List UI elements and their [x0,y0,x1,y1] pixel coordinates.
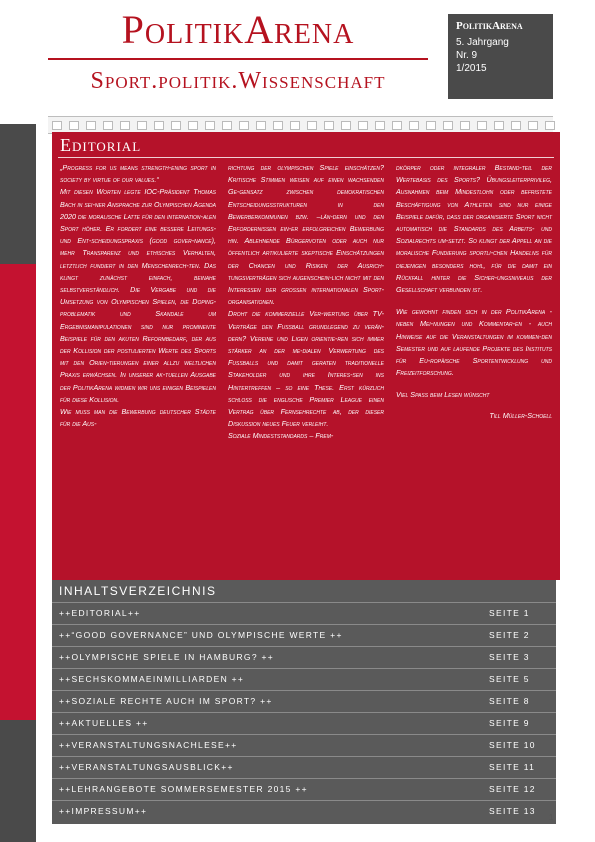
film-hole [69,121,79,130]
masthead-subtitle: Sport.politik.Wissenschaft [90,68,386,94]
toc-item-label: ++SECHSKOMMAEINMILLIARDEN ++ [59,674,245,684]
film-hole [154,121,164,130]
toc-item-page: SEITE 10 [489,740,536,750]
masthead-title: PolitikArena [121,7,355,52]
toc-item[interactable] [52,624,556,644]
film-hole [256,121,266,130]
film-hole [171,121,181,130]
film-hole [426,121,436,130]
film-hole [375,121,385,130]
film-hole [307,121,317,130]
film-hole [290,121,300,130]
film-hole [477,121,487,130]
editorial-closing: Viel Spass beim Lesen wünscht [396,390,490,400]
toc-item[interactable] [52,756,556,776]
film-hole [86,121,96,130]
editorial-divider [58,157,554,158]
toc-item-label: ++EDITORIAL++ [59,608,141,618]
left-side-accent [0,264,36,720]
film-hole [392,121,402,130]
editorial-paragraph: richtung der olympischen Spiele einschätzen? Kritische Stimmen weisen auf einen wachsenden Ge-gensatz zwischen demokratischen Entscheidungsstrukturen in den Bewerberkommunen bzw. –län-dern und den Erfordernissen ein-er erfolgreichen Bewerbung hin. Ablehnende Bürgervoten oder auch nur öffentlich artikulierte skeptische Einschätzungen der Chancen und Risiken der Ausrich-tungsverträgen sich augenschein-lich nicht mit den Interessen der grossen internationalen Sport-organisationen. [228,163,384,307]
editorial-paragraph: Droht die kommerzielle Ver-wertung über TV-Verträge den Fussball grundlegend zu verän-dern? Vereine und Ligen orientie-ren sich immer stärker an der me-dialen Verwertung des Fussballs und damit geraten traditionelle Stakeholder und ihre Interes-sen ins Hintertreffen – so eine These. Erst kürzlich schloss die englische Premier League einen Vertrag über Fernsehrechte ab, der dieser Diskussion neues Feuer verleiht. [228,309,384,429]
toc-item[interactable] [52,646,556,666]
page-number: 1 [549,813,554,822]
editorial-column-2 [228,162,384,443]
film-hole [460,121,470,130]
toc-item[interactable] [52,712,556,732]
film-hole [443,121,453,130]
film-hole [239,121,249,130]
issue-number: Nr. 9 [456,50,478,61]
film-hole [222,121,232,130]
masthead-divider [48,58,428,60]
editorial-paragraph: Wie muss man die Bewerbung deutscher Städte für die Aus- [60,407,216,429]
toc-item[interactable] [52,602,556,622]
editorial-paragraph: Soziale Mindeststandards – Frem- [228,431,334,441]
editorial-paragraph: „Progress for us means strength-ening sport in society by virtue of our values.“ [60,163,216,185]
toc-item-page: SEITE 8 [489,696,530,706]
issue-volume: 5. Jahrgang [456,37,509,48]
editorial-paragraph: Mit diesen Worten legte IOC-Präsident Thomas Bach in sei-ner Ansprache zur Olympischen Agenda 2020 die moralische Latte für den internation-alen Sport höher. Er fordert eine bessere Leitungs- und Ent-scheidungspraxis (good gover-nance), mehr Transparenz und ethisches Verhalten, letztlich fundiert in den Menschenrech-ten. Das klingt zunächst einfach, beinahe selbstverständlich. Die Vergabe und die Umsetzung von Olympischen Spielen, die Doping-problematik und Skandale um Ergebnismanipulationen sind nur prominente Beispiele für den akuten Reformbedarf, der aus der Kollision der postulierten Werte des Sports mit den Orien-tierungen einer allzu weltlichen Praxis erwächsen. In unserer ak-tuellen Ausgabe der PolitikArena widmen wir uns einigen Beispielen für diese Kollision. [60,187,216,404]
toc-item[interactable] [52,800,556,820]
issue-name: PolitikArena [456,20,523,32]
toc-item-page: SEITE 1 [489,608,530,618]
editorial-signature: Till Müller-Schoell [489,410,552,420]
toc-item[interactable] [52,690,556,710]
toc-item[interactable] [52,668,556,688]
toc-item-page: SEITE 11 [489,762,536,772]
editorial-paragraph: Wie gewohnt finden sich in der PolitikArena - neben Mei-nungen und Kommentar-en - auch Hinweise auf die Veranstaltungen im kommen-den Semester und auf laufende Projekte des Instituts für Eu-ropäische Sportentwicklung und Freizeitforschung. [396,307,552,378]
toc-title: INHALTSVERZEICHNIS [59,584,217,598]
film-hole [528,121,538,130]
film-hole [120,121,130,130]
toc-item-label: ++VERANSTALTUNGSNACHLESE++ [59,740,238,750]
film-hole [205,121,215,130]
table-of-contents [52,580,556,824]
film-hole [137,121,147,130]
film-hole [273,121,283,130]
toc-item-page: SEITE 12 [489,784,536,794]
toc-item[interactable] [52,778,556,798]
toc-item-label: ++AKTUELLES ++ [59,718,149,728]
toc-item-label: ++“GOOD GOVERNANCE” UND OLYMPISCHE WERTE ++ [59,630,343,640]
toc-item-page: SEITE 13 [489,806,536,816]
toc-item-label: ++VERANSTALTUNGSAUSBLICK++ [59,762,234,772]
editorial-heading: Editorial [60,135,142,155]
toc-item-page: SEITE 3 [489,652,530,662]
issue-date: 1/2015 [456,63,487,74]
film-hole [324,121,334,130]
toc-item-label: ++IMPRESSUM++ [59,806,148,816]
toc-item-page: SEITE 2 [489,630,530,640]
toc-item-label: ++SOZIALE RECHTE AUCH IM SPORT? ++ [59,696,273,706]
editorial-column-1 [60,162,216,430]
editorial-paragraph: dkörper oder integraler Bestand-teil der Wertebasis des Sports? Übungsleiterprivileg, Ausnahmen beim Mindestlohn oder befristete Beschäftigung von Athleten sind nur einige Beispiele dafür, dass der organisierte Sport nicht automatisch die Standards des Arbeits- und Sozialrechts um-setzt. So klingt der Appell an die moralische Fundierung sportli-chen Handelns für diejenigen besonders hohl, für die damit ein Rückfall hinter die Sicher-ungsniveaus der Gesellschaft verbunden ist. [396,163,552,295]
toc-item-label: ++OLYMPISCHE SPIELE IN HAMBURG? ++ [59,652,275,662]
issue-info-box [448,14,553,99]
film-hole [545,121,555,130]
film-hole [341,121,351,130]
editorial-section [52,132,560,580]
film-hole [358,121,368,130]
film-hole [103,121,113,130]
film-hole [188,121,198,130]
film-hole [511,121,521,130]
toc-item-page: SEITE 9 [489,718,530,728]
left-side-bar [0,124,36,842]
film-hole [409,121,419,130]
film-hole [494,121,504,130]
toc-item[interactable] [52,734,556,754]
toc-item-label: ++LEHRANGEBOTE SOMMERSEMESTER 2015 ++ [59,784,308,794]
toc-item-page: SEITE 5 [489,674,530,684]
film-hole [52,121,62,130]
editorial-column-3 [396,162,552,422]
